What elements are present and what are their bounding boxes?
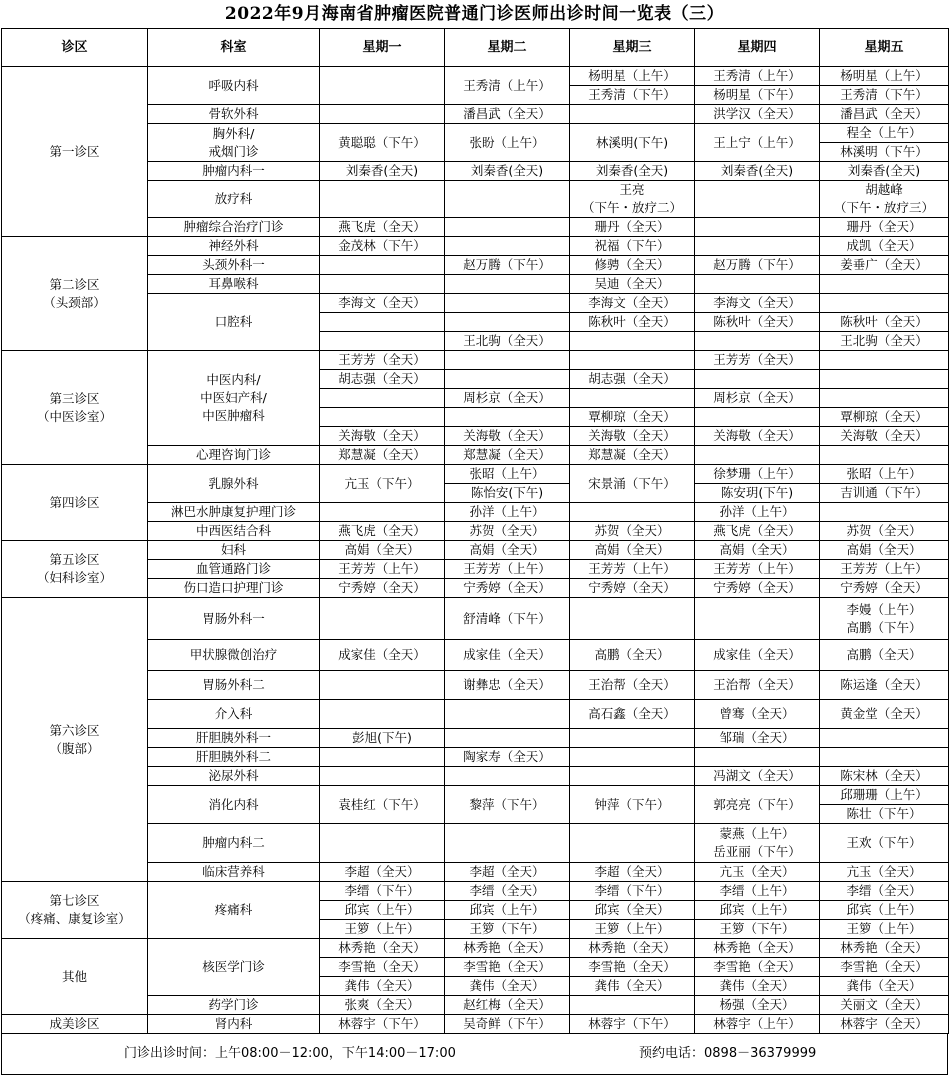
table-cell — [695, 598, 820, 640]
table-cell: 林秀艳（全天） — [445, 939, 570, 958]
table-cell: 姜垂广（全天） — [820, 256, 949, 275]
table-cell — [445, 294, 570, 313]
table-cell: 胃肠外科一 — [148, 598, 320, 640]
table-cell: 刘秦香(全天) — [445, 162, 570, 181]
table-cell: 王芳芳（上午） — [695, 560, 820, 579]
booking-phone: 预约电话：0898－36379999 — [639, 1046, 817, 1061]
table-row — [2, 882, 949, 901]
table-cell: 胸外科/ 戒烟门诊 — [148, 124, 320, 162]
table-cell — [320, 408, 445, 427]
table-cell: 骨软外科 — [148, 105, 320, 124]
table-cell — [445, 313, 570, 332]
table-cell: 王治帮（全天） — [570, 671, 695, 700]
table-cell — [570, 598, 695, 640]
table-cell: 潘昌武（全天） — [820, 105, 949, 124]
table-cell — [570, 824, 695, 863]
table-cell: 乳腺外科 — [148, 465, 320, 503]
table-cell: 甲状腺微创治疗 — [148, 640, 320, 671]
table-cell — [320, 105, 445, 124]
table-cell: 林蓉宇（下午） — [320, 1015, 445, 1034]
table-cell: 潘昌武（全天） — [445, 105, 570, 124]
table-cell: 肿瘤综合治疗门诊 — [148, 218, 320, 237]
table-cell: 第六诊区 （腹部） — [2, 598, 148, 882]
table-cell: 高娟（全天） — [570, 541, 695, 560]
table-cell: 邱宾（上午） — [320, 901, 445, 920]
table-cell: 珊丹（全天） — [820, 218, 949, 237]
table-cell: 王秀清（上午） — [445, 67, 570, 105]
table-cell: 淋巴水肿康复护理门诊 — [148, 503, 320, 522]
table-cell: 周杉京（全天） — [445, 389, 570, 408]
table-cell: 陶家寿（全天） — [445, 748, 570, 767]
table-cell: 王芳芳（上午） — [445, 560, 570, 579]
table-cell: 李海文（全天） — [320, 294, 445, 313]
table-cell: 张盼（上午） — [445, 124, 570, 162]
table-cell: 高娟（全天） — [695, 541, 820, 560]
table-cell: 王箩（上午） — [320, 920, 445, 939]
table-cell: 郭亮亮（下午） — [695, 786, 820, 824]
table-row — [2, 237, 949, 256]
header-wednesday: 星期三 — [570, 29, 695, 67]
table-cell: 关海敬（全天） — [695, 427, 820, 446]
table-cell: 刘秦香(全天) — [570, 162, 695, 181]
table-row — [2, 1015, 949, 1034]
table-cell — [320, 67, 445, 105]
table-cell: 刘秦香(全天) — [820, 162, 949, 181]
header-zone: 诊区 — [2, 29, 148, 67]
table-cell — [445, 351, 570, 370]
table-cell: 呼吸内科 — [148, 67, 320, 105]
table-cell: 心理咨询门诊 — [148, 446, 320, 465]
table-cell: 覃柳琼（全天） — [570, 408, 695, 427]
table-cell: 黎萍（下午） — [445, 786, 570, 824]
table-cell — [820, 370, 949, 389]
table-cell: 林蓉宇（全天） — [820, 1015, 949, 1034]
table-cell: 宁秀婷（全天） — [820, 579, 949, 598]
table-cell: 王亮 （下午・放疗二） — [570, 181, 695, 218]
table-cell — [320, 700, 445, 729]
table-cell: 郑慧凝（全天） — [445, 446, 570, 465]
table-cell: 邱宾（上午） — [820, 901, 949, 920]
table-row — [2, 351, 949, 370]
table-cell: 成凯（全天） — [820, 237, 949, 256]
table-cell: 周杉京（全天） — [695, 389, 820, 408]
table-cell — [320, 313, 445, 332]
table-cell: 宁秀婷（全天） — [570, 579, 695, 598]
table-cell: 高娟（全天） — [820, 541, 949, 560]
table-cell: 亢玉（全天） — [695, 863, 820, 882]
table-cell — [570, 351, 695, 370]
table-cell: 李海文（全天） — [570, 294, 695, 313]
table-cell: 肿瘤内科一 — [148, 162, 320, 181]
table-cell: 李雪艳（全天） — [820, 958, 949, 977]
table-cell: 陈运逢（全天） — [820, 671, 949, 700]
table-cell — [695, 748, 820, 767]
table-cell — [320, 256, 445, 275]
page-title: 2022年9月海南省肿瘤医院普通门诊医师出诊时间一览表（三） — [224, 4, 725, 24]
table-cell — [320, 748, 445, 767]
table-cell — [820, 294, 949, 313]
table-cell: 中医内科/ 中医妇产科/ 中医肿瘤科 — [148, 351, 320, 446]
table-cell: 李超（全天） — [445, 863, 570, 882]
table-cell: 蒙燕（上午） 岳亚丽（下午） — [695, 824, 820, 863]
table-cell: 王芳芳（全天） — [320, 351, 445, 370]
table-cell: 临床营养科 — [148, 863, 320, 882]
table-cell: 陈怡安(下午) — [445, 484, 570, 503]
table-cell — [445, 700, 570, 729]
table-cell: 王箩（上午） — [820, 920, 949, 939]
table-cell: 刘秦香(全天) — [320, 162, 445, 181]
table-cell: 李雪艳（全天） — [320, 958, 445, 977]
table-cell: 杨明星（上午） — [570, 67, 695, 86]
table-cell: 王芳芳（全天） — [695, 351, 820, 370]
header-monday: 星期一 — [320, 29, 445, 67]
table-cell: 李雪艳（全天） — [695, 958, 820, 977]
table-cell: 中西医结合科 — [148, 522, 320, 541]
table-cell: 李雪艳（全天） — [445, 958, 570, 977]
header-friday: 星期五 — [820, 29, 949, 67]
table-cell — [445, 370, 570, 389]
table-cell: 徐梦珊（上午） — [695, 465, 820, 484]
table-cell: 陈秋叶（全天） — [820, 313, 949, 332]
table-cell: 第五诊区 （妇科诊室） — [2, 541, 148, 598]
table-cell: 燕飞虎（全天） — [320, 218, 445, 237]
table-cell: 邱宾（全天） — [570, 901, 695, 920]
table-cell: 龚伟（全天） — [320, 977, 445, 996]
table-cell: 洪学汉（全天） — [695, 105, 820, 124]
table-cell: 介入科 — [148, 700, 320, 729]
table-cell: 胡志强（全天） — [570, 370, 695, 389]
footer — [1, 1034, 948, 1075]
table-cell: 邱宾（上午） — [445, 901, 570, 920]
table-cell: 邹瑞（全天） — [695, 729, 820, 748]
table-cell: 冯湖文（全天） — [695, 767, 820, 786]
table-cell — [445, 237, 570, 256]
table-cell: 第二诊区 （头颈部） — [2, 237, 148, 351]
table-cell: 陈安玥(下午) — [695, 484, 820, 503]
table-cell: 王北驹（全天） — [445, 332, 570, 351]
table-cell: 王秀清（下午） — [570, 86, 695, 105]
table-cell: 关海敬（全天） — [820, 427, 949, 446]
table-cell — [445, 729, 570, 748]
table-cell: 舒清峰（下午） — [445, 598, 570, 640]
table-row — [2, 541, 949, 560]
table-cell: 张爽（全天） — [320, 996, 445, 1015]
table-cell — [570, 389, 695, 408]
table-cell — [320, 671, 445, 700]
table-cell: 谢彝忠（全天） — [445, 671, 570, 700]
table-cell: 王箩（上午） — [570, 920, 695, 939]
table-cell — [445, 218, 570, 237]
table-cell: 程全（上午） — [820, 124, 949, 143]
table-cell: 陈秋叶（全天） — [570, 313, 695, 332]
table-cell: 曾骞（全天） — [695, 700, 820, 729]
table-cell: 王治帮（全天） — [695, 671, 820, 700]
table-cell: 亢玉（全天） — [820, 863, 949, 882]
table-cell — [695, 275, 820, 294]
table-cell: 宁秀婷（全天） — [320, 579, 445, 598]
table-cell: 吉训通（下午） — [820, 484, 949, 503]
table-cell: 陈秋叶（全天） — [695, 313, 820, 332]
table-cell — [320, 824, 445, 863]
table-cell: 邱珊珊（上午） — [820, 786, 949, 805]
table-cell: 药学门诊 — [148, 996, 320, 1015]
table-cell — [320, 598, 445, 640]
table-cell: 消化内科 — [148, 786, 320, 824]
clinic-hours: 门诊出诊时间：上午08:00－12:00，下午14:00－17:00 — [124, 1046, 456, 1061]
table-cell: 成家佳（全天） — [320, 640, 445, 671]
table-cell: 疼痛科 — [148, 882, 320, 939]
table-cell: 杨明星（上午） — [820, 67, 949, 86]
header-tuesday: 星期二 — [445, 29, 570, 67]
table-cell — [820, 748, 949, 767]
table-cell: 林溪明(下午) — [570, 124, 695, 162]
table-cell: 第三诊区 （中医诊室） — [2, 351, 148, 465]
table-cell: 妇科 — [148, 541, 320, 560]
table-cell: 高鹏（全天） — [570, 640, 695, 671]
table-cell — [820, 351, 949, 370]
table-cell: 陈宋林（全天） — [820, 767, 949, 786]
table-cell: 林蓉宇（下午） — [570, 1015, 695, 1034]
table-cell: 林秀艳（全天） — [820, 939, 949, 958]
table-cell: 关海敬（全天） — [320, 427, 445, 446]
table-cell: 陈壮（下午） — [820, 805, 949, 824]
table-cell: 林蓉宇（上午） — [695, 1015, 820, 1034]
table-cell: 泌尿外科 — [148, 767, 320, 786]
table-cell — [820, 446, 949, 465]
table-cell: 杨明星（下午） — [695, 86, 820, 105]
table-cell: 血管通路门诊 — [148, 560, 320, 579]
table-cell: 肾内科 — [148, 1015, 320, 1034]
table-cell: 金茂林（下午） — [320, 237, 445, 256]
table-cell: 第四诊区 — [2, 465, 148, 541]
table-cell — [445, 408, 570, 427]
table-cell — [820, 503, 949, 522]
table-cell: 钟萍（下午） — [570, 786, 695, 824]
table-cell: 伤口造口护理门诊 — [148, 579, 320, 598]
table-cell — [320, 275, 445, 294]
table-cell — [695, 332, 820, 351]
table-cell: 李超（全天） — [320, 863, 445, 882]
table-cell — [570, 729, 695, 748]
table-cell — [570, 503, 695, 522]
table-cell: 胡越峰 （下午・放疗三） — [820, 181, 949, 218]
table-cell: 覃柳琼（全天） — [820, 408, 949, 427]
header-row — [2, 29, 949, 67]
table-cell: 王芳芳（上午） — [320, 560, 445, 579]
table-cell: 宁秀婷（全天） — [445, 579, 570, 598]
table-cell: 林秀艳（全天） — [570, 939, 695, 958]
table-cell — [320, 767, 445, 786]
table-cell: 邱宾（上午） — [695, 901, 820, 920]
table-cell: 胡志强（全天） — [320, 370, 445, 389]
schedule-table — [1, 28, 949, 1034]
table-cell: 成美诊区 — [2, 1015, 148, 1034]
schedule-body — [2, 67, 949, 1034]
table-row — [2, 67, 949, 86]
table-cell — [695, 370, 820, 389]
table-cell: 胃肠外科二 — [148, 671, 320, 700]
table-cell: 李缙（下午） — [570, 882, 695, 901]
table-cell: 珊丹（全天） — [570, 218, 695, 237]
table-cell: 刘秦香(全天) — [695, 162, 820, 181]
table-cell — [445, 767, 570, 786]
table-cell: 赵万腾（下午） — [695, 256, 820, 275]
table-cell: 吴奇鲜（下午） — [445, 1015, 570, 1034]
table-cell: 郑慧凝（全天） — [320, 446, 445, 465]
table-cell — [320, 503, 445, 522]
table-cell: 赵红梅（全天） — [445, 996, 570, 1015]
table-cell: 亢玉（下午） — [320, 465, 445, 503]
table-cell: 苏贺（全天） — [445, 522, 570, 541]
table-cell: 袁桂红（下午） — [320, 786, 445, 824]
table-cell: 林溪明（下午） — [820, 143, 949, 162]
table-cell — [320, 389, 445, 408]
table-cell — [695, 237, 820, 256]
table-cell: 高石鑫（全天） — [570, 700, 695, 729]
table-cell: 杨强（全天） — [695, 996, 820, 1015]
table-cell: 肝胆胰外科二 — [148, 748, 320, 767]
table-cell: 吴迪（全天） — [570, 275, 695, 294]
table-cell: 高娟（全天） — [320, 541, 445, 560]
table-cell: 郑慧凝（全天） — [570, 446, 695, 465]
table-cell: 王芳芳（上午） — [820, 560, 949, 579]
table-cell: 李雪艳（全天） — [570, 958, 695, 977]
table-cell: 张昭（上午） — [445, 465, 570, 484]
header-thursday: 星期四 — [695, 29, 820, 67]
table-cell: 龚伟（全天） — [445, 977, 570, 996]
table-cell: 李缙（上午） — [695, 882, 820, 901]
table-cell — [570, 767, 695, 786]
table-cell: 耳鼻喉科 — [148, 275, 320, 294]
table-cell: 肿瘤内科二 — [148, 824, 320, 863]
table-cell: 第一诊区 — [2, 67, 148, 237]
table-cell: 高娟（全天） — [445, 541, 570, 560]
table-cell — [320, 181, 445, 218]
table-cell: 燕飞虎（全天） — [695, 522, 820, 541]
table-cell: 黄金堂（全天） — [820, 700, 949, 729]
table-cell: 李缙（全天） — [445, 882, 570, 901]
table-cell: 神经外科 — [148, 237, 320, 256]
table-cell — [445, 275, 570, 294]
table-cell — [570, 996, 695, 1015]
table-cell: 放疗科 — [148, 181, 320, 218]
table-row — [2, 465, 949, 484]
table-cell: 黄聪聪（下午） — [320, 124, 445, 162]
table-cell: 王秀清（上午） — [695, 67, 820, 86]
table-cell — [320, 332, 445, 351]
table-cell: 张昭（上午） — [820, 465, 949, 484]
table-cell: 祝福（下午） — [570, 237, 695, 256]
table-cell: 龚伟（全天） — [820, 977, 949, 996]
table-cell — [445, 824, 570, 863]
table-cell: 龚伟（全天） — [695, 977, 820, 996]
table-cell — [695, 181, 820, 218]
table-cell — [820, 389, 949, 408]
table-cell: 王欢（下午） — [820, 824, 949, 863]
table-cell: 修骋（全天） — [570, 256, 695, 275]
table-cell: 王芳芳（上午） — [570, 560, 695, 579]
table-cell: 宋景涌（下午） — [570, 465, 695, 503]
table-cell: 赵万腾（下午） — [445, 256, 570, 275]
table-row — [2, 939, 949, 958]
table-cell — [820, 729, 949, 748]
table-cell: 口腔科 — [148, 294, 320, 351]
table-cell: 李海文（全天） — [695, 294, 820, 313]
table-cell: 关海敬（全天） — [445, 427, 570, 446]
table-cell: 王秀清（下午） — [820, 86, 949, 105]
table-cell: 王箩（下午） — [695, 920, 820, 939]
table-row — [2, 598, 949, 640]
table-cell: 李缙（全天） — [820, 882, 949, 901]
table-cell — [570, 748, 695, 767]
table-cell: 宁秀婷（全天） — [695, 579, 820, 598]
table-cell: 成家佳（全天） — [445, 640, 570, 671]
table-cell — [695, 218, 820, 237]
table-cell — [820, 275, 949, 294]
table-cell: 核医学门诊 — [148, 939, 320, 996]
table-cell: 其他 — [2, 939, 148, 1015]
table-cell: 肝胆胰外科一 — [148, 729, 320, 748]
table-cell: 林秀艳（全天） — [695, 939, 820, 958]
table-cell: 王箩（下午） — [445, 920, 570, 939]
table-cell: 龚伟（全天） — [570, 977, 695, 996]
table-cell — [695, 446, 820, 465]
table-cell: 李嫚（上午） 高鹏（下午） — [820, 598, 949, 640]
header-department: 科室 — [148, 29, 320, 67]
table-cell — [445, 181, 570, 218]
table-cell: 王上宁（上午） — [695, 124, 820, 162]
table-cell — [570, 332, 695, 351]
table-cell: 彭旭(下午) — [320, 729, 445, 748]
table-cell: 王北驹（全天） — [820, 332, 949, 351]
table-cell: 苏贺（全天） — [820, 522, 949, 541]
table-cell: 林秀艳（全天） — [320, 939, 445, 958]
table-cell: 头颈外科一 — [148, 256, 320, 275]
table-cell: 李超（全天） — [570, 863, 695, 882]
table-cell: 关海敬（全天） — [570, 427, 695, 446]
table-cell: 第七诊区 （疼痛、康复诊室） — [2, 882, 148, 939]
table-cell: 苏贺（全天） — [570, 522, 695, 541]
table-cell: 高鹏（全天） — [820, 640, 949, 671]
table-cell: 燕飞虎（全天） — [320, 522, 445, 541]
table-cell: 孙洋（上午） — [445, 503, 570, 522]
table-cell: 孙洋（上午） — [695, 503, 820, 522]
table-cell — [570, 105, 695, 124]
table-cell — [695, 408, 820, 427]
table-cell: 李缙（下午） — [320, 882, 445, 901]
table-cell: 成家佳（全天） — [695, 640, 820, 671]
table-cell: 关丽文（全天） — [820, 996, 949, 1015]
